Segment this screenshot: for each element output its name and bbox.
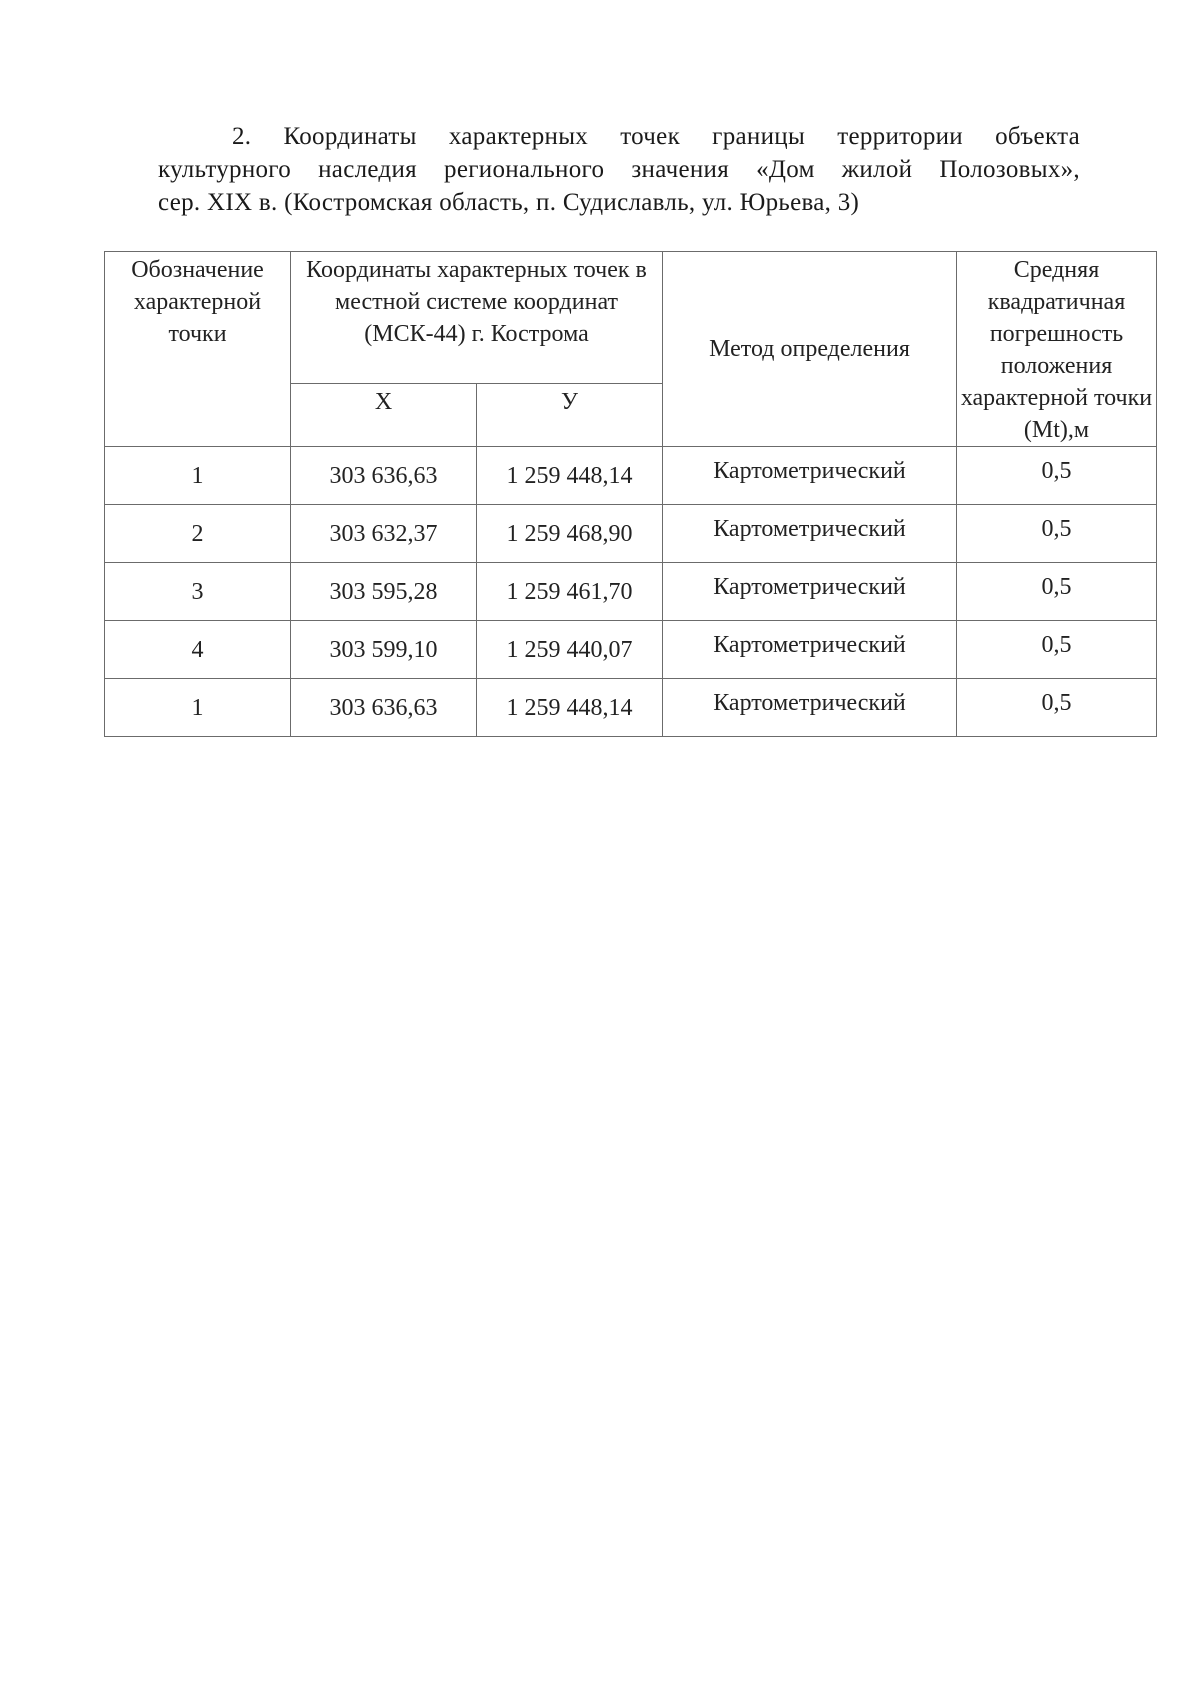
header-coordinates: Координаты характерных точек в местной системе координат (МСК-44) г. Кострома: [291, 252, 663, 384]
cell-y: 1 259 461,70: [477, 563, 663, 621]
cell-point: 1: [105, 679, 291, 737]
cell-method: Картометрический: [663, 447, 957, 505]
cell-method: Картометрический: [663, 621, 957, 679]
header-point: Обозначение характерной точки: [105, 252, 291, 447]
cell-error: 0,5: [957, 447, 1157, 505]
cell-point: 4: [105, 621, 291, 679]
table-row: [105, 447, 1157, 505]
cell-method: Картометрический: [663, 563, 957, 621]
cell-point: 2: [105, 505, 291, 563]
cell-y: 1 259 468,90: [477, 505, 663, 563]
cell-y: 1 259 448,14: [477, 447, 663, 505]
table-row: [105, 505, 1157, 563]
table-row: [105, 621, 1157, 679]
heading-line-1: 2. Координаты характерных точек границы территории объекта: [232, 123, 1080, 150]
cell-method: Картометрический: [663, 679, 957, 737]
cell-error: 0,5: [957, 563, 1157, 621]
section-heading: [158, 120, 1080, 219]
heading-line-3: сер. XIX в. (Костромская область, п. Судиславль, ул. Юрьева, 3): [158, 189, 860, 216]
cell-error: 0,5: [957, 621, 1157, 679]
cell-x: 303 632,37: [291, 505, 477, 563]
cell-error: 0,5: [957, 679, 1157, 737]
table-row: [105, 563, 1157, 621]
cell-point: 3: [105, 563, 291, 621]
cell-x: 303 595,28: [291, 563, 477, 621]
cell-x: 303 636,63: [291, 447, 477, 505]
coordinates-table: [104, 251, 1157, 737]
cell-method: Картометрический: [663, 505, 957, 563]
cell-x: 303 599,10: [291, 621, 477, 679]
cell-y: 1 259 440,07: [477, 621, 663, 679]
cell-error: 0,5: [957, 505, 1157, 563]
header-y: У: [477, 384, 663, 447]
cell-y: 1 259 448,14: [477, 679, 663, 737]
cell-x: 303 636,63: [291, 679, 477, 737]
header-error: Средняя квадратичная погрешность положения характерной точки (Mt),м: [957, 252, 1157, 447]
cell-point: 1: [105, 447, 291, 505]
header-method: Метод определения: [663, 252, 957, 447]
table-row: [105, 679, 1157, 737]
table-header-row: [105, 252, 1157, 384]
header-x: X: [291, 384, 477, 447]
heading-line-2: культурного наследия регионального значения «Дом жилой Полозовых»,: [158, 156, 1080, 183]
